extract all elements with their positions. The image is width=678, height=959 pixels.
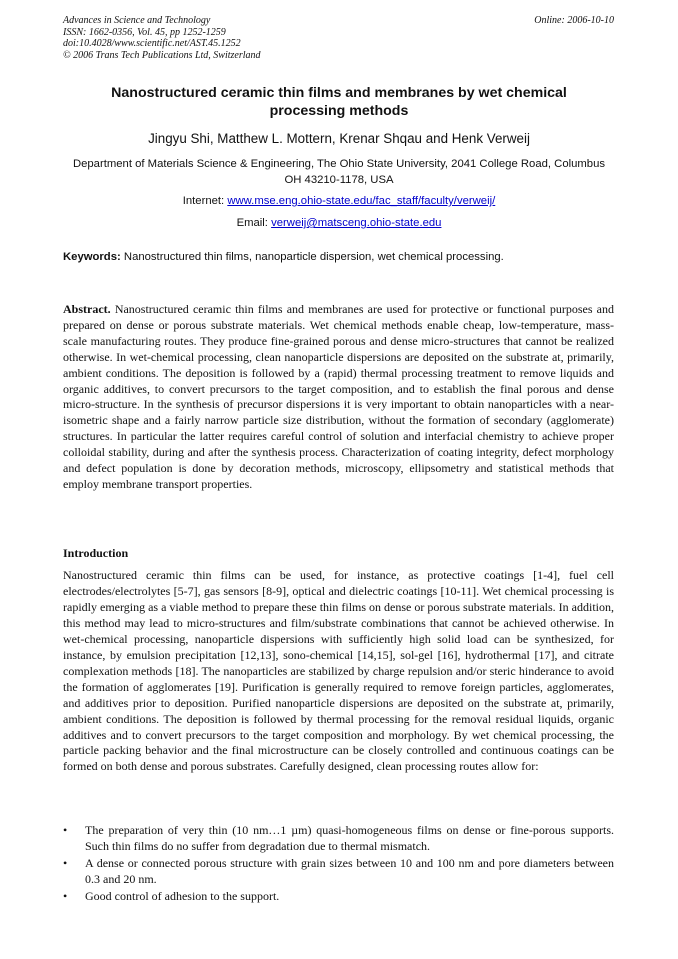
- list-item-text: Good control of adhesion to the support.: [85, 888, 280, 903]
- affiliation: Department of Materials Science & Engineering, The Ohio State University, 2041 College Road, Columbus OH 43210-1178, USA: [72, 158, 606, 186]
- journal-issn: ISSN: 1662-0356, Vol. 45, pp 1252-1259: [63, 26, 226, 38]
- journal-copyright: © 2006 Trans Tech Publications Ltd, Switzerland: [63, 49, 261, 61]
- list-item-text: The preparation of very thin (10 nm…1 µm) quasi-homogeneous films on dense or fine-porous supports. Such thin films do no suffer from degradation due to thermal mismatch.: [85, 823, 614, 853]
- list-item: [63, 823, 614, 855]
- author-list: Jingyu Shi, Matthew L. Mottern, Krenar Shqau and Henk Verweij: [148, 131, 530, 146]
- email-line: [63, 216, 615, 230]
- abstract-label: Abstract.: [63, 302, 111, 316]
- bullet-icon: •: [63, 823, 68, 837]
- journal-header: [63, 15, 261, 61]
- introduction-heading: Introduction: [63, 546, 129, 560]
- list-item: [63, 856, 614, 888]
- journal-doi: doi:10.4028/www.scientific.net/AST.45.1252: [63, 38, 241, 49]
- internet-line: [63, 194, 615, 208]
- keywords-line: [63, 250, 623, 264]
- bullet-icon: •: [63, 855, 68, 870]
- email-link[interactable]: verweij@matsceng.ohio-state.edu: [271, 217, 442, 229]
- email-label: Email:: [236, 217, 268, 229]
- online-date: Online: 2006-10-10: [534, 15, 614, 26]
- keywords-text: Nanostructured thin films, nanoparticle dispersion, wet chemical processing.: [123, 251, 504, 263]
- advantages-list: [63, 823, 614, 906]
- internet-link[interactable]: www.mse.eng.ohio-state.edu/fac_staff/faculty/verweij/: [227, 195, 496, 207]
- paper-title: Nanostructured ceramic thin films and membranes by wet chemical processing methods: [111, 85, 567, 119]
- abstract-text: Nanostructured ceramic thin films and membranes are used for protective or functional purposes and prepared on dense or porous substrate materials. Wet chemical methods enable cheap, low-temperature, mass-scale manufacturing routes. They produce fine-grained porous and dense micro-structures that cannot be realized otherwise. In wet-chemical processing, clean nanoparticle dispersions are deposited on the substrate at, primarily, ambient conditions. The deposition is followed by a (rapid) thermal processing treatment to remove liquids and organic additives, to convert precursors to the target composition, and to establish the final porous and dense micro-structure. In the synthesis of precursor dispersions it is very important to obtain nanoparticles with a near-isometric shape and a fairly narrow particle size distribution, without the formation of secondary (agglomerate) structures. In particular the latter requires careful control of solution and interfacial chemistry to achieve proper colloidal stability, during and after the synthesis process. Characterization of coating integrity, defect morphology and defect population is done by decoration methods, microscopy, ellipsometry and statistical methods that employ membrane transport properties.: [63, 302, 614, 491]
- journal-name: Advances in Science and Technology: [63, 15, 211, 26]
- bullet-icon: •: [63, 888, 68, 903]
- abstract-paragraph: [63, 302, 614, 493]
- keywords-label: Keywords:: [63, 251, 121, 263]
- list-item: [63, 889, 614, 905]
- internet-label: Internet:: [182, 195, 225, 207]
- introduction-paragraph: Nanostructured ceramic thin films can be used, for instance, as protective coatings [1-4], fuel cell electrodes/electrolytes [5-7], gas sensors [8-9], optical and dielectric coatings [10-11]. Wet chemical processing is rapidly emerging as a viable method to prepare these thin films on dense or porous substrate materials. In addition, this method may lead to micro-structures and film/substrate combinations that cannot be achieved otherwise. In wet-chemical processing, nanoparticle dispersions with sufficiently high solid load can be synthesized, for instance, by emulsion precipitation [12,13], sono-chemical [14,15], sol-gel [16], hydrothermal [17], and citrate complexation methods [18]. The nanoparticles are stabilized by charge repulsion and/or steric hinderance to avoid the formation of agglomerates [19]. Purification is generally required to remove foreign particles, agglomerates, and additives prior to deposition. Purified nanoparticle dispersions are deposited on the substrate at, primarily, ambient conditions. The deposition is followed by thermal processing for the removal residual liquids, organic additives and to convert precursors to the target composition and morphology. By wet chemical processing, the particle packing behavior and the final microstructure can be closely controlled and continuous coatings can be formed on both dense and porous substrates. Carefully designed, clean processing routes allow for:: [63, 568, 614, 774]
- list-item-text: A dense or connected porous structure with grain sizes between 10 and 100 nm and pore diameters between 0.3 and 20 nm.: [85, 855, 614, 886]
